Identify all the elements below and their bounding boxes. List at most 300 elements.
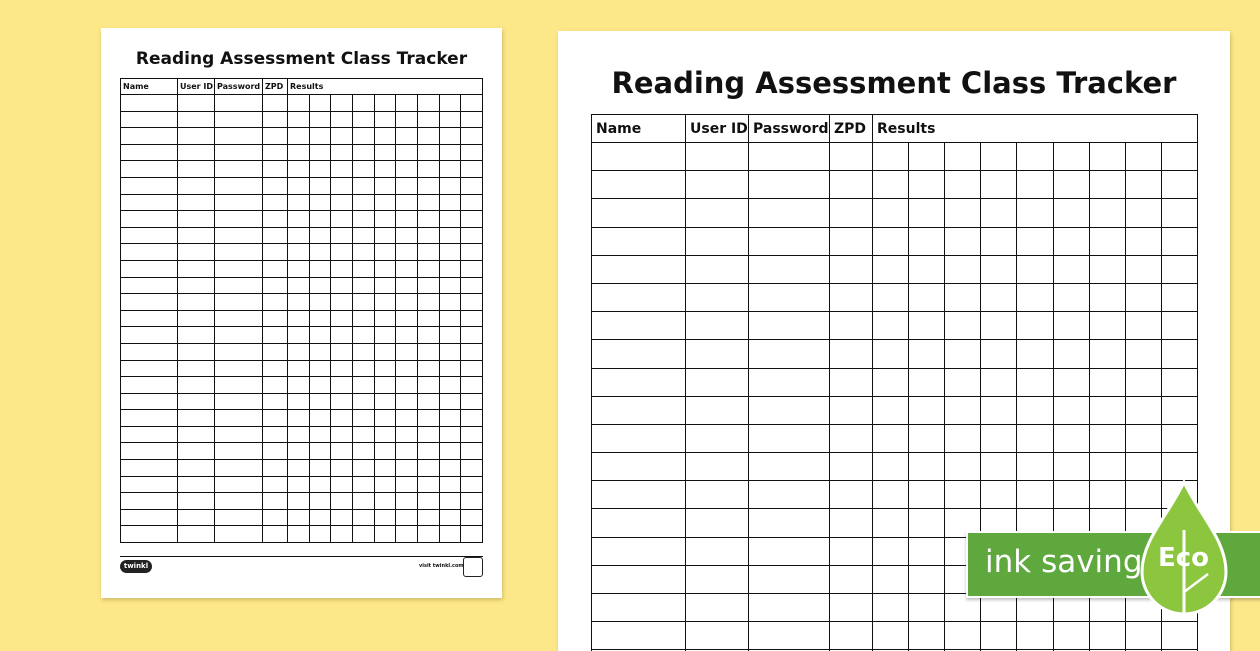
table-cell — [439, 111, 461, 128]
table-cell — [288, 509, 310, 526]
table-cell — [749, 594, 830, 622]
table-cell — [178, 393, 215, 410]
table-cell — [288, 95, 310, 112]
table-cell — [331, 260, 353, 277]
table-cell — [1089, 622, 1125, 650]
table-cell — [686, 424, 749, 452]
table-cell — [1053, 340, 1089, 368]
table-cell — [374, 128, 396, 145]
table-cell — [396, 476, 418, 493]
table-cell — [945, 453, 981, 481]
table-cell — [263, 360, 288, 377]
table-cell — [909, 143, 945, 171]
table-cell — [417, 393, 439, 410]
table-cell — [121, 310, 178, 327]
table-cell — [288, 211, 310, 228]
table-cell — [1125, 396, 1161, 424]
table-cell — [981, 143, 1017, 171]
table-cell — [417, 327, 439, 344]
table-cell — [909, 396, 945, 424]
table-cell — [592, 312, 686, 340]
table-cell — [439, 244, 461, 261]
table-cell — [417, 294, 439, 311]
table-cell — [439, 443, 461, 460]
table-row — [121, 128, 483, 145]
table-cell — [417, 343, 439, 360]
table-row — [592, 340, 1198, 368]
table-row — [121, 360, 483, 377]
table-cell — [331, 244, 353, 261]
table-cell — [215, 128, 263, 145]
table-cell — [461, 227, 483, 244]
table-cell — [288, 194, 310, 211]
table-cell — [1017, 312, 1053, 340]
table-cell — [121, 111, 178, 128]
table-row — [592, 312, 1198, 340]
table-cell — [121, 95, 178, 112]
table-cell — [1053, 481, 1089, 509]
table-cell — [417, 460, 439, 477]
table-cell — [263, 526, 288, 543]
table-cell — [461, 111, 483, 128]
table-cell — [945, 368, 981, 396]
table-cell — [288, 526, 310, 543]
table-cell — [288, 227, 310, 244]
table-cell — [981, 424, 1017, 452]
table-cell — [439, 360, 461, 377]
table-cell — [374, 360, 396, 377]
table-cell — [1089, 199, 1125, 227]
table-cell — [288, 426, 310, 443]
table-cell — [1053, 255, 1089, 283]
table-cell — [909, 199, 945, 227]
table-cell — [686, 509, 749, 537]
table-cell — [178, 161, 215, 178]
table-cell — [749, 171, 830, 199]
table-cell — [352, 177, 374, 194]
table-cell — [1089, 283, 1125, 311]
table-cell — [121, 443, 178, 460]
table-cell — [1017, 255, 1053, 283]
table-cell — [981, 312, 1017, 340]
header-results: Results — [873, 115, 1198, 143]
table-cell — [592, 227, 686, 255]
table-cell — [1161, 227, 1197, 255]
table-cell — [439, 161, 461, 178]
table-cell — [288, 443, 310, 460]
table-cell — [309, 526, 331, 543]
table-row — [121, 327, 483, 344]
table-cell — [417, 211, 439, 228]
table-cell — [981, 227, 1017, 255]
table-cell — [1161, 622, 1197, 650]
table-cell — [352, 310, 374, 327]
table-cell — [830, 509, 873, 537]
table-row — [592, 424, 1198, 452]
header-name: Name — [121, 79, 178, 95]
table-row — [121, 294, 483, 311]
table-cell — [309, 177, 331, 194]
table-cell — [374, 310, 396, 327]
table-cell — [288, 161, 310, 178]
table-cell — [331, 211, 353, 228]
table-cell — [417, 509, 439, 526]
table-cell — [396, 310, 418, 327]
table-row — [121, 95, 483, 112]
table-cell — [873, 255, 909, 283]
table-cell — [981, 622, 1017, 650]
table-cell — [309, 144, 331, 161]
table-cell — [374, 476, 396, 493]
table-cell — [1161, 171, 1197, 199]
table-cell — [417, 360, 439, 377]
table-cell — [592, 622, 686, 650]
table-cell — [873, 424, 909, 452]
table-cell — [873, 565, 909, 593]
table-row — [121, 211, 483, 228]
table-cell — [263, 393, 288, 410]
table-cell — [909, 594, 945, 622]
table-cell — [396, 343, 418, 360]
table-cell — [215, 244, 263, 261]
table-cell — [1161, 340, 1197, 368]
footer-url: visit twinkl.com — [419, 563, 464, 569]
table-row — [121, 493, 483, 510]
table-cell — [352, 111, 374, 128]
table-cell — [331, 443, 353, 460]
table-cell — [417, 377, 439, 394]
table-cell — [288, 343, 310, 360]
table-cell — [1017, 396, 1053, 424]
table-cell — [439, 493, 461, 510]
table-cell — [288, 244, 310, 261]
table-cell — [396, 260, 418, 277]
table-cell — [945, 424, 981, 452]
table-cell — [396, 460, 418, 477]
table-cell — [331, 410, 353, 427]
table-cell — [178, 177, 215, 194]
table-cell — [288, 327, 310, 344]
table-row — [592, 396, 1198, 424]
table-cell — [1125, 368, 1161, 396]
table-cell — [352, 194, 374, 211]
table-cell — [215, 227, 263, 244]
table-cell — [309, 460, 331, 477]
table-cell — [417, 277, 439, 294]
table-cell — [396, 377, 418, 394]
table-cell — [417, 526, 439, 543]
table-cell — [396, 393, 418, 410]
table-cell — [592, 453, 686, 481]
table-row — [121, 144, 483, 161]
table-cell — [396, 509, 418, 526]
table-cell — [178, 244, 215, 261]
table-cell — [873, 537, 909, 565]
table-cell — [1053, 283, 1089, 311]
table-cell — [178, 526, 215, 543]
table-cell — [749, 227, 830, 255]
table-cell — [461, 95, 483, 112]
table-cell — [178, 144, 215, 161]
table-row — [121, 410, 483, 427]
table-cell — [121, 426, 178, 443]
table-cell — [981, 368, 1017, 396]
table-cell — [396, 95, 418, 112]
table-cell — [909, 481, 945, 509]
table-cell — [873, 622, 909, 650]
table-cell — [396, 410, 418, 427]
table-cell — [1017, 368, 1053, 396]
table-cell — [215, 377, 263, 394]
table-row — [592, 283, 1198, 311]
table-cell — [263, 260, 288, 277]
table-row — [121, 227, 483, 244]
table-cell — [1017, 622, 1053, 650]
table-cell — [263, 443, 288, 460]
table-cell — [417, 260, 439, 277]
table-cell — [1089, 481, 1125, 509]
table-cell — [178, 194, 215, 211]
table-cell — [1053, 171, 1089, 199]
table-cell — [909, 340, 945, 368]
table-cell — [396, 211, 418, 228]
table-cell — [417, 194, 439, 211]
table-cell — [263, 211, 288, 228]
table-cell — [309, 493, 331, 510]
table-cell — [830, 199, 873, 227]
header-password: Password — [749, 115, 830, 143]
table-cell — [749, 255, 830, 283]
table-cell — [309, 377, 331, 394]
table-cell — [1017, 453, 1053, 481]
table-cell — [1161, 143, 1197, 171]
table-cell — [374, 260, 396, 277]
table-cell — [981, 396, 1017, 424]
table-cell — [374, 244, 396, 261]
table-row — [121, 111, 483, 128]
table-cell — [178, 111, 215, 128]
table-cell — [417, 161, 439, 178]
small-sheet-title: Reading Assessment Class Tracker — [101, 49, 502, 69]
table-cell — [121, 476, 178, 493]
table-cell — [749, 396, 830, 424]
table-cell — [121, 377, 178, 394]
table-cell — [1161, 255, 1197, 283]
table-cell — [121, 227, 178, 244]
table-cell — [417, 476, 439, 493]
table-cell — [121, 177, 178, 194]
table-cell — [288, 476, 310, 493]
table-cell — [215, 360, 263, 377]
table-cell — [830, 424, 873, 452]
table-cell — [396, 493, 418, 510]
table-cell — [686, 396, 749, 424]
table-cell — [592, 283, 686, 311]
table-cell — [263, 377, 288, 394]
table-cell — [439, 377, 461, 394]
table-cell — [1125, 312, 1161, 340]
table-cell — [686, 453, 749, 481]
table-cell — [331, 509, 353, 526]
table-cell — [417, 493, 439, 510]
table-cell — [830, 340, 873, 368]
table-cell — [830, 396, 873, 424]
quality-stamp-icon — [463, 557, 483, 577]
table-cell — [909, 622, 945, 650]
table-cell — [352, 410, 374, 427]
table-cell — [215, 211, 263, 228]
table-cell — [461, 410, 483, 427]
table-cell — [263, 194, 288, 211]
table-cell — [873, 396, 909, 424]
table-cell — [1017, 199, 1053, 227]
table-row — [592, 453, 1198, 481]
table-cell — [830, 453, 873, 481]
table-cell — [263, 343, 288, 360]
table-cell — [461, 460, 483, 477]
table-cell — [263, 426, 288, 443]
table-cell — [331, 128, 353, 145]
table-cell — [749, 143, 830, 171]
table-cell — [178, 509, 215, 526]
table-cell — [396, 227, 418, 244]
table-cell — [873, 594, 909, 622]
table-cell — [215, 410, 263, 427]
table-cell — [396, 128, 418, 145]
table-cell — [331, 343, 353, 360]
table-cell — [830, 481, 873, 509]
table-row — [592, 368, 1198, 396]
table-cell — [945, 199, 981, 227]
table-cell — [1089, 171, 1125, 199]
table-cell — [352, 327, 374, 344]
table-cell — [909, 537, 945, 565]
table-row — [121, 177, 483, 194]
table-row — [121, 343, 483, 360]
table-cell — [263, 509, 288, 526]
table-cell — [1125, 143, 1161, 171]
table-cell — [592, 199, 686, 227]
table-cell — [215, 277, 263, 294]
table-cell — [121, 410, 178, 427]
header-password: Password — [215, 79, 263, 95]
table-cell — [1053, 143, 1089, 171]
table-row — [121, 460, 483, 477]
table-cell — [396, 244, 418, 261]
table-cell — [288, 128, 310, 145]
table-cell — [331, 476, 353, 493]
table-cell — [309, 327, 331, 344]
table-cell — [909, 283, 945, 311]
table-row — [592, 227, 1198, 255]
table-cell — [352, 294, 374, 311]
table-cell — [439, 294, 461, 311]
table-cell — [178, 426, 215, 443]
table-cell — [830, 143, 873, 171]
table-cell — [417, 95, 439, 112]
table-cell — [981, 199, 1017, 227]
twinkl-logo: twinkl — [120, 560, 152, 573]
table-cell — [439, 410, 461, 427]
table-cell — [331, 294, 353, 311]
table-cell — [178, 460, 215, 477]
table-cell — [309, 277, 331, 294]
table-cell — [461, 194, 483, 211]
table-cell — [439, 128, 461, 145]
table-cell — [749, 312, 830, 340]
table-cell — [352, 343, 374, 360]
table-cell — [830, 283, 873, 311]
table-cell — [461, 260, 483, 277]
table-cell — [263, 111, 288, 128]
table-cell — [352, 260, 374, 277]
table-cell — [374, 177, 396, 194]
table-cell — [374, 393, 396, 410]
table-row — [121, 509, 483, 526]
table-cell — [288, 260, 310, 277]
table-cell — [749, 340, 830, 368]
table-cell — [1053, 622, 1089, 650]
table-cell — [396, 526, 418, 543]
table-cell — [1017, 283, 1053, 311]
table-cell — [873, 227, 909, 255]
table-cell — [439, 509, 461, 526]
table-cell — [439, 460, 461, 477]
table-cell — [374, 343, 396, 360]
table-cell — [263, 327, 288, 344]
table-cell — [352, 211, 374, 228]
table-cell — [873, 283, 909, 311]
table-cell — [1161, 283, 1197, 311]
table-cell — [374, 144, 396, 161]
table-cell — [439, 177, 461, 194]
table-cell — [331, 111, 353, 128]
table-cell — [417, 128, 439, 145]
table-cell — [1125, 453, 1161, 481]
table-cell — [121, 526, 178, 543]
table-cell — [396, 177, 418, 194]
table-cell — [417, 227, 439, 244]
table-cell — [215, 509, 263, 526]
table-cell — [288, 460, 310, 477]
table-cell — [215, 95, 263, 112]
table-cell — [830, 622, 873, 650]
table-cell — [439, 426, 461, 443]
table-cell — [1161, 453, 1197, 481]
table-row — [121, 277, 483, 294]
table-cell — [417, 410, 439, 427]
table-cell — [1017, 171, 1053, 199]
table-cell — [352, 393, 374, 410]
table-cell — [309, 227, 331, 244]
table-cell — [309, 476, 331, 493]
table-row — [121, 310, 483, 327]
table-cell — [909, 227, 945, 255]
small-tracker-table — [120, 78, 483, 543]
table-cell — [461, 294, 483, 311]
table-cell — [1053, 199, 1089, 227]
table-cell — [945, 312, 981, 340]
large-header-row — [592, 115, 1198, 143]
table-cell — [178, 211, 215, 228]
table-cell — [749, 368, 830, 396]
table-cell — [592, 537, 686, 565]
table-cell — [981, 255, 1017, 283]
table-cell — [1125, 227, 1161, 255]
table-cell — [215, 260, 263, 277]
table-cell — [417, 443, 439, 460]
table-cell — [288, 177, 310, 194]
